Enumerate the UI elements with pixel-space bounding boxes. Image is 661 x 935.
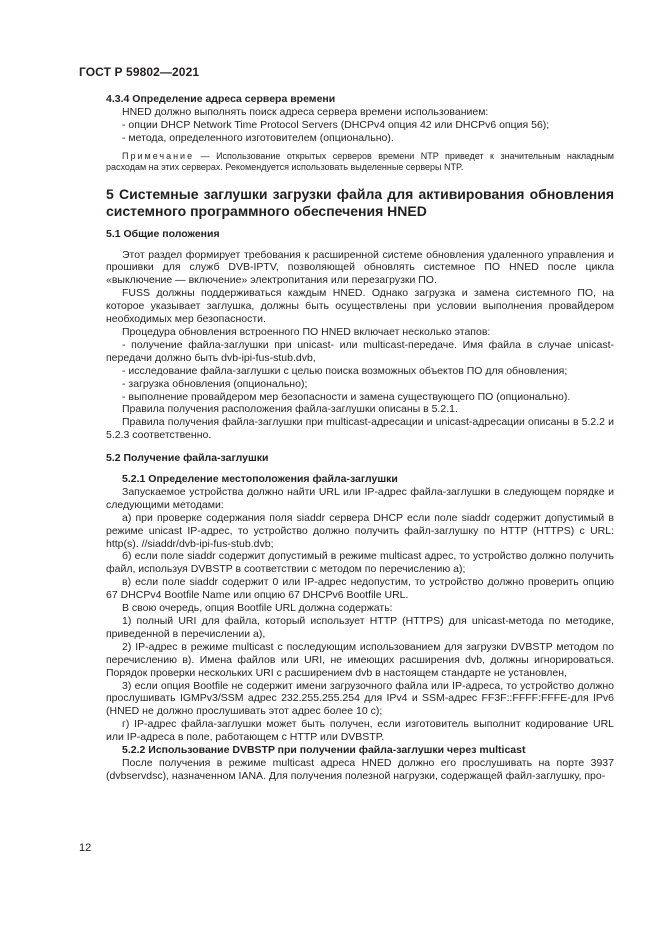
paragraph: FUSS должны поддерживаться каждым HNED. Однако загрузка и замена системного ПО, на которое указывает заглушка, должны быть осуществлены при условии выполнения провайдером необходимых мер безопасности. bbox=[106, 287, 614, 326]
section-5-2-2-title: 5.2.2 Использование DVBSTP при получении файла-заглушки через multicast bbox=[122, 744, 526, 757]
list-item: - исследование файла-заглушки с целью поиска возможных объектов ПО для обновления; bbox=[122, 364, 568, 377]
note bbox=[106, 151, 614, 174]
section-5-1-title: 5.1 Общие положения bbox=[106, 227, 220, 240]
section-4-3-4-title: 4.3.4 Определение адреса сервера времени bbox=[106, 93, 336, 105]
paragraph: После получения в режиме multicast адреса HNED должно его прослушивать на порте 3937 (dvbservdsc), назначенном IANA. Для получения полезной нагрузки, содержащей файл-заглушку, про- bbox=[106, 756, 614, 782]
list-item: а) при проверке содержания поля siaddr сервера DHCP если поле siaddr содержит допустимый в режиме unicast IP-адрес, то устройство должно получить файл-заглушку по HTTP (HTTPS) с URL: http(s). //siaddr/dvb-ipi-fus-stub.dvb; bbox=[106, 511, 614, 550]
paragraph: Этот раздел формирует требования к расширенной системе обновления удаленного управления и прошивки для служб DVB-IPTV, позволяющей обновлять системное ПО HNED после цикла «выключение — включение» электропитания или перезагрузки ПО. bbox=[106, 248, 614, 287]
list-item: 3) если опция Bootfile не содержит имени загрузочного файла или IP-адреса, то устройство должно прослушивать IGMPv3/SSM адрес 232.255.255.254 для IPv4 и SSM-адрес FF3F::FFFF:FFFE-для IPv6 (HNED не должно прослушивать этот адрес более 10 с); bbox=[106, 679, 614, 718]
document-header: ГОСТ Р 59802—2021 bbox=[79, 65, 200, 79]
note-text: — Использование открытых серверов времени NTP приведет к значительным накладным расходам на этих серверах. Рекомендуется использовать выделенные серверы NTP. bbox=[106, 150, 614, 173]
list-item: б) если поле siaddr содержит допустимый в режиме multicast адрес, то устройство должно получить файл, используя DVBSTP в соответствии с методом по перечислению а); bbox=[106, 550, 614, 576]
page-content bbox=[106, 93, 614, 783]
paragraph: Процедура обновления встроенного ПО HNED включает несколько этапов: bbox=[122, 325, 491, 338]
list-item: - опции DHCP Network Time Protocol Servers (DHCPv4 опция 42 или DHCPv6 опция 56); bbox=[122, 118, 550, 131]
section-5-2-title: 5.2 Получение файла-заглушки bbox=[106, 452, 269, 465]
list-item: - получение файла-заглушки при unicast- или multicast-передаче. Имя файла в случае unicast-передачи должно быть dvb-ipi-fus-stub.dvb, bbox=[106, 338, 614, 364]
list-item: 1) полный URI для файла, который использует HTTP (HTTPS) для unicast-метода по методике, приведенной в перечислении а), bbox=[106, 615, 614, 640]
note-label: Примечание bbox=[122, 150, 195, 161]
page-number: 12 bbox=[79, 842, 92, 854]
paragraph: Правила получения файла-заглушки при multicast-адресации и unicast-адресации описаны в 5.2.2 и 5.2.3 соответственно. bbox=[106, 416, 614, 442]
list-item: в) если поле siaddr содержит 0 или IP-адрес недопустим, то устройство должно проверить опцию 67 DHCPv4 Bootfile Name или опцию 67 DHCPv6 Bootfile URL. bbox=[106, 576, 614, 602]
list-item: г) IP-адрес файла-заглушки может быть получен, если изготовитель выполнит кодирование URL или IP-адреса в поле, работающем с HTTP или DVBSTP. bbox=[106, 718, 614, 744]
section-5-title: 5 Системные заглушки загрузки файла для активирования обновления системного программного обеспечения HNED bbox=[106, 185, 614, 219]
section-5-2-1-title: 5.2.1 Определение местоположения файла-заглушки bbox=[122, 473, 398, 486]
list-item: 2) IP-адрес в режиме multicast с последующим использованием для загрузки DVBSTP методом по перечислению в). Имена файлов или URI, не имеющих расширения dvb, должны игнорироваться. Порядок проверки нескольких URI с расширением dvb в настоящем стандарте не установлен, bbox=[106, 640, 614, 679]
paragraph: HNED должно выполнять поиск адреса сервера времени использованием: bbox=[122, 105, 489, 118]
paragraph: Запускаемое устройства должно найти URL или IP-адрес файла-заглушки в следующем порядке и следующими методами: bbox=[106, 485, 614, 511]
list-item: - выполнение провайдером мер безопасности и замена существующего ПО (опционально). bbox=[122, 390, 571, 403]
list-item: - загрузка обновления (опционально); bbox=[122, 377, 308, 390]
paragraph: В свою очередь, опция Bootfile URL должна содержать: bbox=[122, 602, 393, 615]
list-item: - метода, определенного изготовителем (опционально). bbox=[122, 131, 394, 144]
paragraph: Правила получения расположения файла-заглушки описаны в 5.2.1. bbox=[122, 403, 458, 416]
